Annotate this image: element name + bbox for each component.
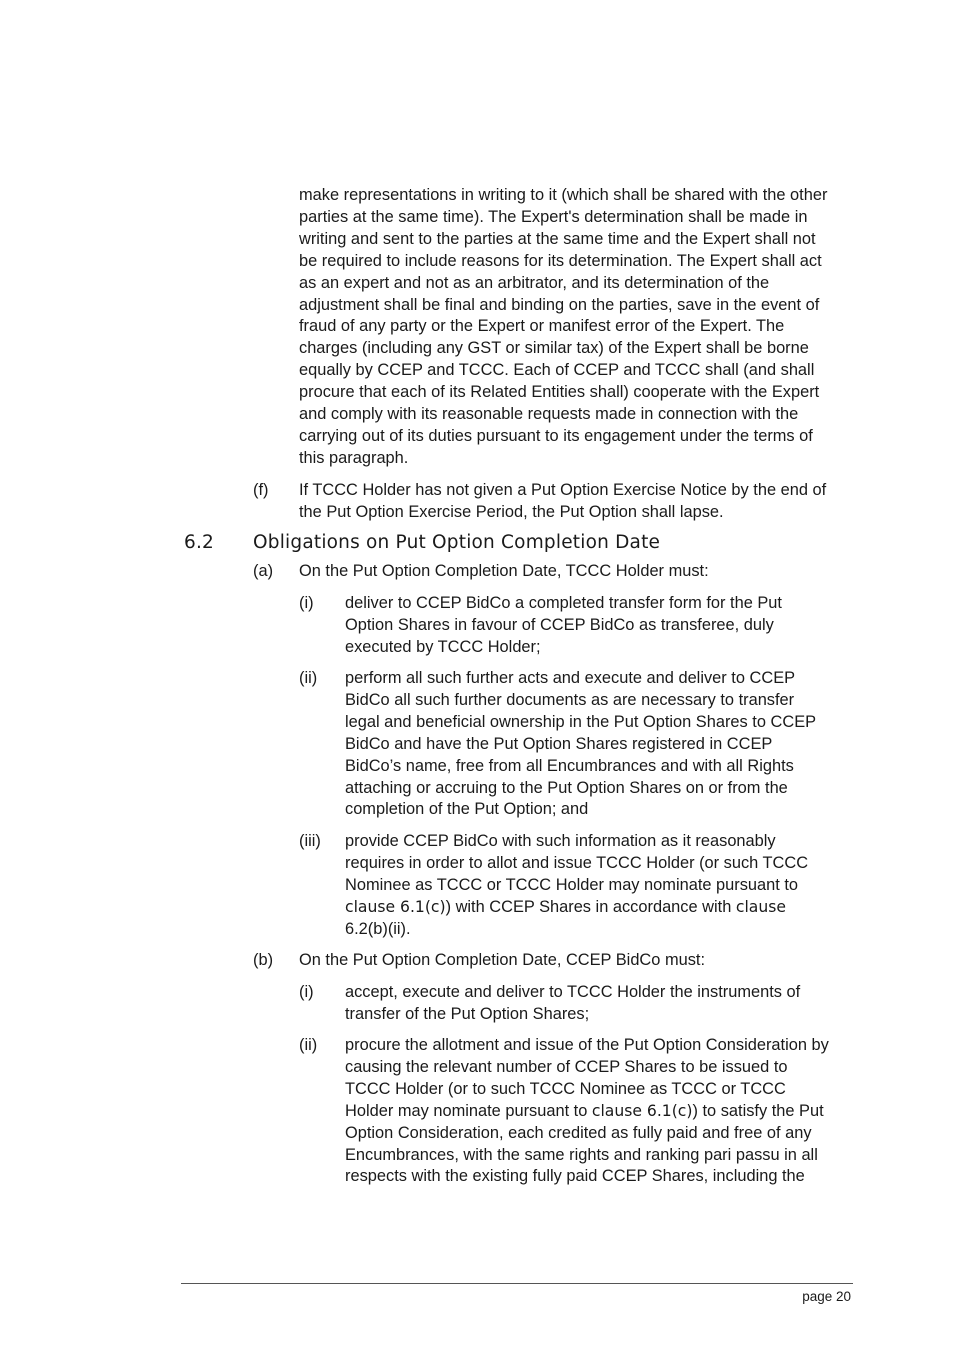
text-line: parties at the same time). The Expert's determination shall be made in [299,207,808,226]
item-a-i-label: (i) [299,594,314,612]
item-a-ii-text [345,668,860,821]
text-line: Encumbrances, with the same rights and ranking pari passu in all [345,1145,818,1164]
text-run: ) with CCEP Shares in accordance with [445,897,736,916]
text-line: be required to include reasons for its determination. The Expert shall act [299,251,822,270]
item-a-i-text [345,593,860,659]
item-b-ii-text [345,1035,860,1188]
section-title: Obligations on Put Option Completion Date [253,532,661,553]
para-f-label: (f) [253,481,269,499]
text-line: accept, execute and deliver to TCCC Holder the instruments of [345,983,801,1001]
text-line: deliver to CCEP BidCo a completed transfer form for the Put [345,594,782,612]
para-f-text [299,480,859,524]
text-line: procure the allotment and issue of the Put Option Consideration by [345,1036,829,1054]
text-line: If TCCC Holder has not given a Put Option Exercise Notice by the end of [299,481,827,499]
text-line: BidCo and have the Put Option Shares registered in CCEP [345,734,773,753]
clause-reference[interactable]: clause [735,897,786,916]
clause-reference[interactable]: clause 6.1(c) [591,1101,693,1120]
text-line: equally by CCEP and TCCC. Each of CCEP and TCCC shall (and shall [299,361,815,380]
text-line: requires in order to allot and issue TCCC Holder (or such TCCC [345,853,809,872]
text-line: legal and beneficial ownership in the Put Option Shares to CCEP [345,712,817,731]
para-b-text: On the Put Option Completion Date, CCEP BidCo must: [299,951,706,969]
text-line: make representations in writing to it (which shall be shared with the other [299,186,828,204]
text-line: fraud of any party or the Expert or manifest error of the Expert. The [299,317,785,336]
text-line: respects with the existing fully paid CCEP Shares, including the [345,1167,805,1186]
text-line: completion of the Put Option; and [345,800,589,819]
item-a-iii-text [345,831,860,941]
text-line: procure that each of its Related Entities shall) cooperate with the Expert [299,383,820,402]
text-line: causing the relevant number of CCEP Shares to be issued to [345,1057,788,1076]
text-line: 6.2(b)(ii). [345,919,411,938]
text-line: Option Consideration, each credited as fully paid and free of any [345,1123,812,1142]
text-line: adjustment shall be final and binding on the parties, save in the event of [299,295,820,314]
text-line: carrying out of its duties pursuant to its engagement under the terms of [299,426,813,445]
clause-reference[interactable]: clause 6.1(c) [345,897,446,916]
text-line: provide CCEP BidCo with such information as it reasonably [345,832,776,850]
footer-divider [181,1283,853,1284]
text-line: charges (including any GST or similar tax) of the Expert shall be borne [299,339,809,358]
text-line: attaching or accruing to the Put Option Shares on or from the [345,778,788,797]
text-line: BidCo all such further documents as are necessary to transfer [345,690,795,709]
text-line: and comply with its reasonable requests made in connection with the [299,405,799,424]
text-line: writing and sent to the parties at the same time and the Expert shall not [299,229,816,248]
section-number: 6.2 [184,532,215,553]
text-line [345,897,860,919]
text-line: TCCC Holder (or to such TCCC Nominee as TCCC or TCCC [345,1079,786,1098]
item-a-ii-label: (ii) [299,669,318,687]
item-a-iii-label: (iii) [299,832,321,850]
para-a-text: On the Put Option Completion Date, TCCC Holder must: [299,562,709,580]
page-number: page 20 [802,1289,851,1304]
item-b-i-label: (i) [299,983,314,1001]
text-line: BidCo’s name, free from all Encumbrances and with all Rights [345,756,794,775]
text-line: this paragraph. [299,448,409,467]
para-a-label: (a) [253,562,274,580]
item-b-i-text [345,982,860,1026]
text-line: Option Shares in favour of CCEP BidCo as transferee, duly [345,615,774,634]
para-b-label: (b) [253,951,274,969]
text-run: ) to satisfy the Put [692,1101,824,1120]
text-line: as an expert and not as an arbitrator, and its determination of the [299,273,770,292]
text-run: Holder may nominate pursuant to [345,1101,592,1120]
text-line: perform all such further acts and execute and deliver to CCEP [345,669,796,687]
text-line: executed by TCCC Holder; [345,637,541,656]
text-line [345,1101,860,1123]
continuation-paragraph [299,185,859,470]
item-b-ii-label: (ii) [299,1036,318,1054]
text-line: the Put Option Exercise Period, the Put Option shall lapse. [299,502,724,521]
text-line: transfer of the Put Option Shares; [345,1004,590,1023]
text-line: Nominee as TCCC or TCCC Holder may nominate pursuant to [345,875,799,894]
